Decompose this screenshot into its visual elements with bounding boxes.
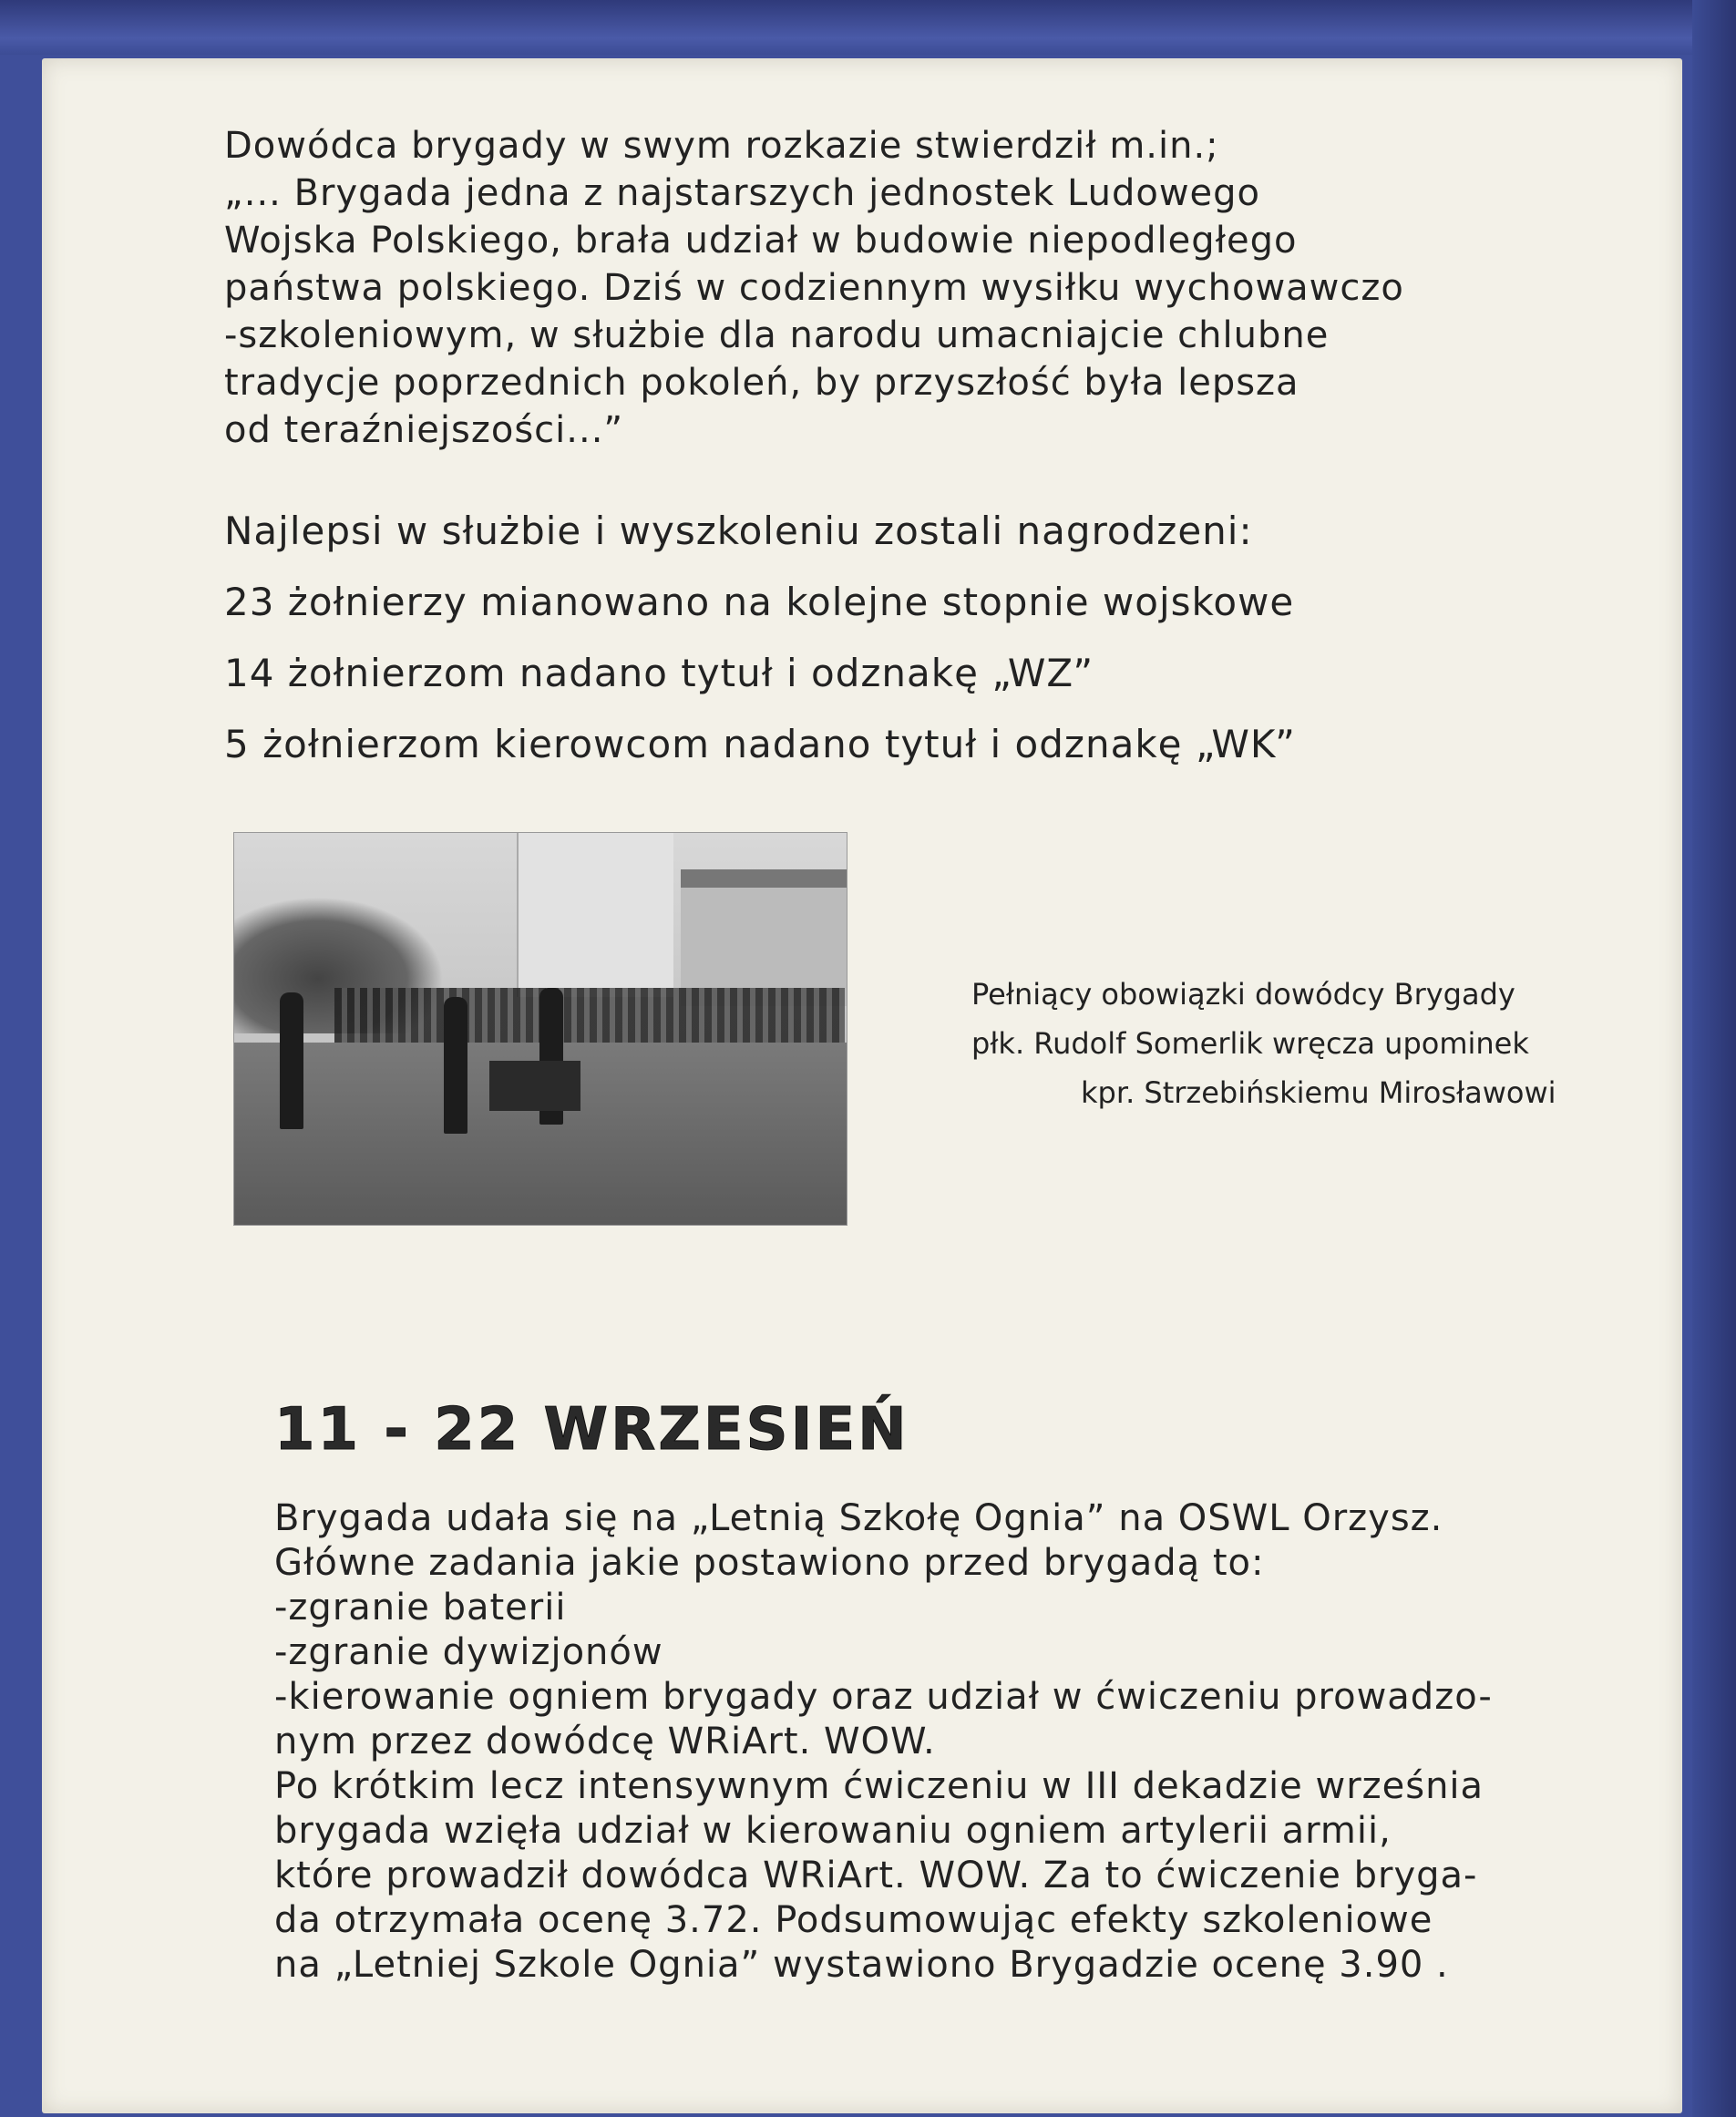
text-line: tradycje poprzednich pokoleń, by przyszłość była lepsza: [224, 362, 1299, 404]
award-item: 5 żołnierzom kierowcom nadano tytuł i odznakę „WK”: [224, 722, 1296, 766]
album-page: [42, 58, 1682, 2113]
caption-line: płk. Rudolf Somerlik wręcza upominek: [971, 1026, 1529, 1061]
text-line: Główne zadania jakie postawiono przed brygadą to:: [274, 1542, 1265, 1584]
list-item: -zgranie baterii: [274, 1587, 567, 1629]
photo-caption: [971, 970, 1682, 1117]
text-line: nym przez dowódcę WRiArt. WOW.: [274, 1721, 936, 1762]
award-item: 23 żołnierzy mianowano na kolejne stopnie wojskowe: [224, 580, 1295, 624]
text-line: Po krótkim lecz intensywnym ćwiczeniu w III dekadzie września: [274, 1765, 1484, 1807]
text-line: Wojska Polskiego, brała udział w budowie niepodległego: [224, 220, 1298, 262]
text-line: na „Letniej Szkole Ognia” wystawiono Brygadzie ocenę 3.90 .: [274, 1944, 1449, 1986]
text-line: da otrzymała ocenę 3.72. Podsumowując efekty szkoleniowe: [274, 1899, 1433, 1941]
text-line: -szkoleniowym, w służbie dla narodu umacniajcie chlubne: [224, 314, 1330, 356]
list-item: -zgranie dywizjonów: [274, 1631, 663, 1673]
binder-spine: [1692, 0, 1736, 2117]
caption-line: kpr. Strzebińskiemu Mirosławowi: [1081, 1075, 1556, 1110]
binder-top: [0, 0, 1736, 55]
award-item: 14 żołnierzom nadano tytuł i odznakę „WZ”: [224, 651, 1094, 695]
text-line: Brygada udała się na „Letnią Szkołę Ognia” na OSWL Orzysz.: [274, 1497, 1443, 1539]
awards-intro: Najlepsi w służbie i wyszkoleniu zostali nagrodzeni:: [224, 509, 1253, 553]
text-line: brygada wzięła udział w kierowaniu ogniem artylerii armii,: [274, 1810, 1392, 1852]
section-heading: 11 - 22 WRZESIEŃ: [274, 1396, 909, 1464]
paragraph-fire-school: [274, 1496, 1682, 1988]
text-line: od teraźniejszości...”: [224, 409, 624, 451]
text-line: Dowódca brygady w swym rozkazie stwierdził m.in.;: [224, 125, 1219, 167]
awards-list: [224, 496, 1682, 780]
text-line: które prowadził dowódca WRiArt. WOW. Za to ćwiczenie bryga-: [274, 1855, 1478, 1896]
text-line: „... Brygada jedna z najstarszych jednostek Ludowego: [224, 172, 1261, 214]
paragraph-commander-order: [224, 122, 1682, 454]
list-item: -kierowanie ogniem brygady oraz udział w ćwiczeniu prowadzo-: [274, 1676, 1493, 1718]
ceremony-photo: [233, 832, 847, 1226]
text-line: państwa polskiego. Dziś w codziennym wysiłku wychowawczo: [224, 267, 1404, 309]
caption-line: Pełniący obowiązki dowódcy Brygady: [971, 977, 1515, 1012]
